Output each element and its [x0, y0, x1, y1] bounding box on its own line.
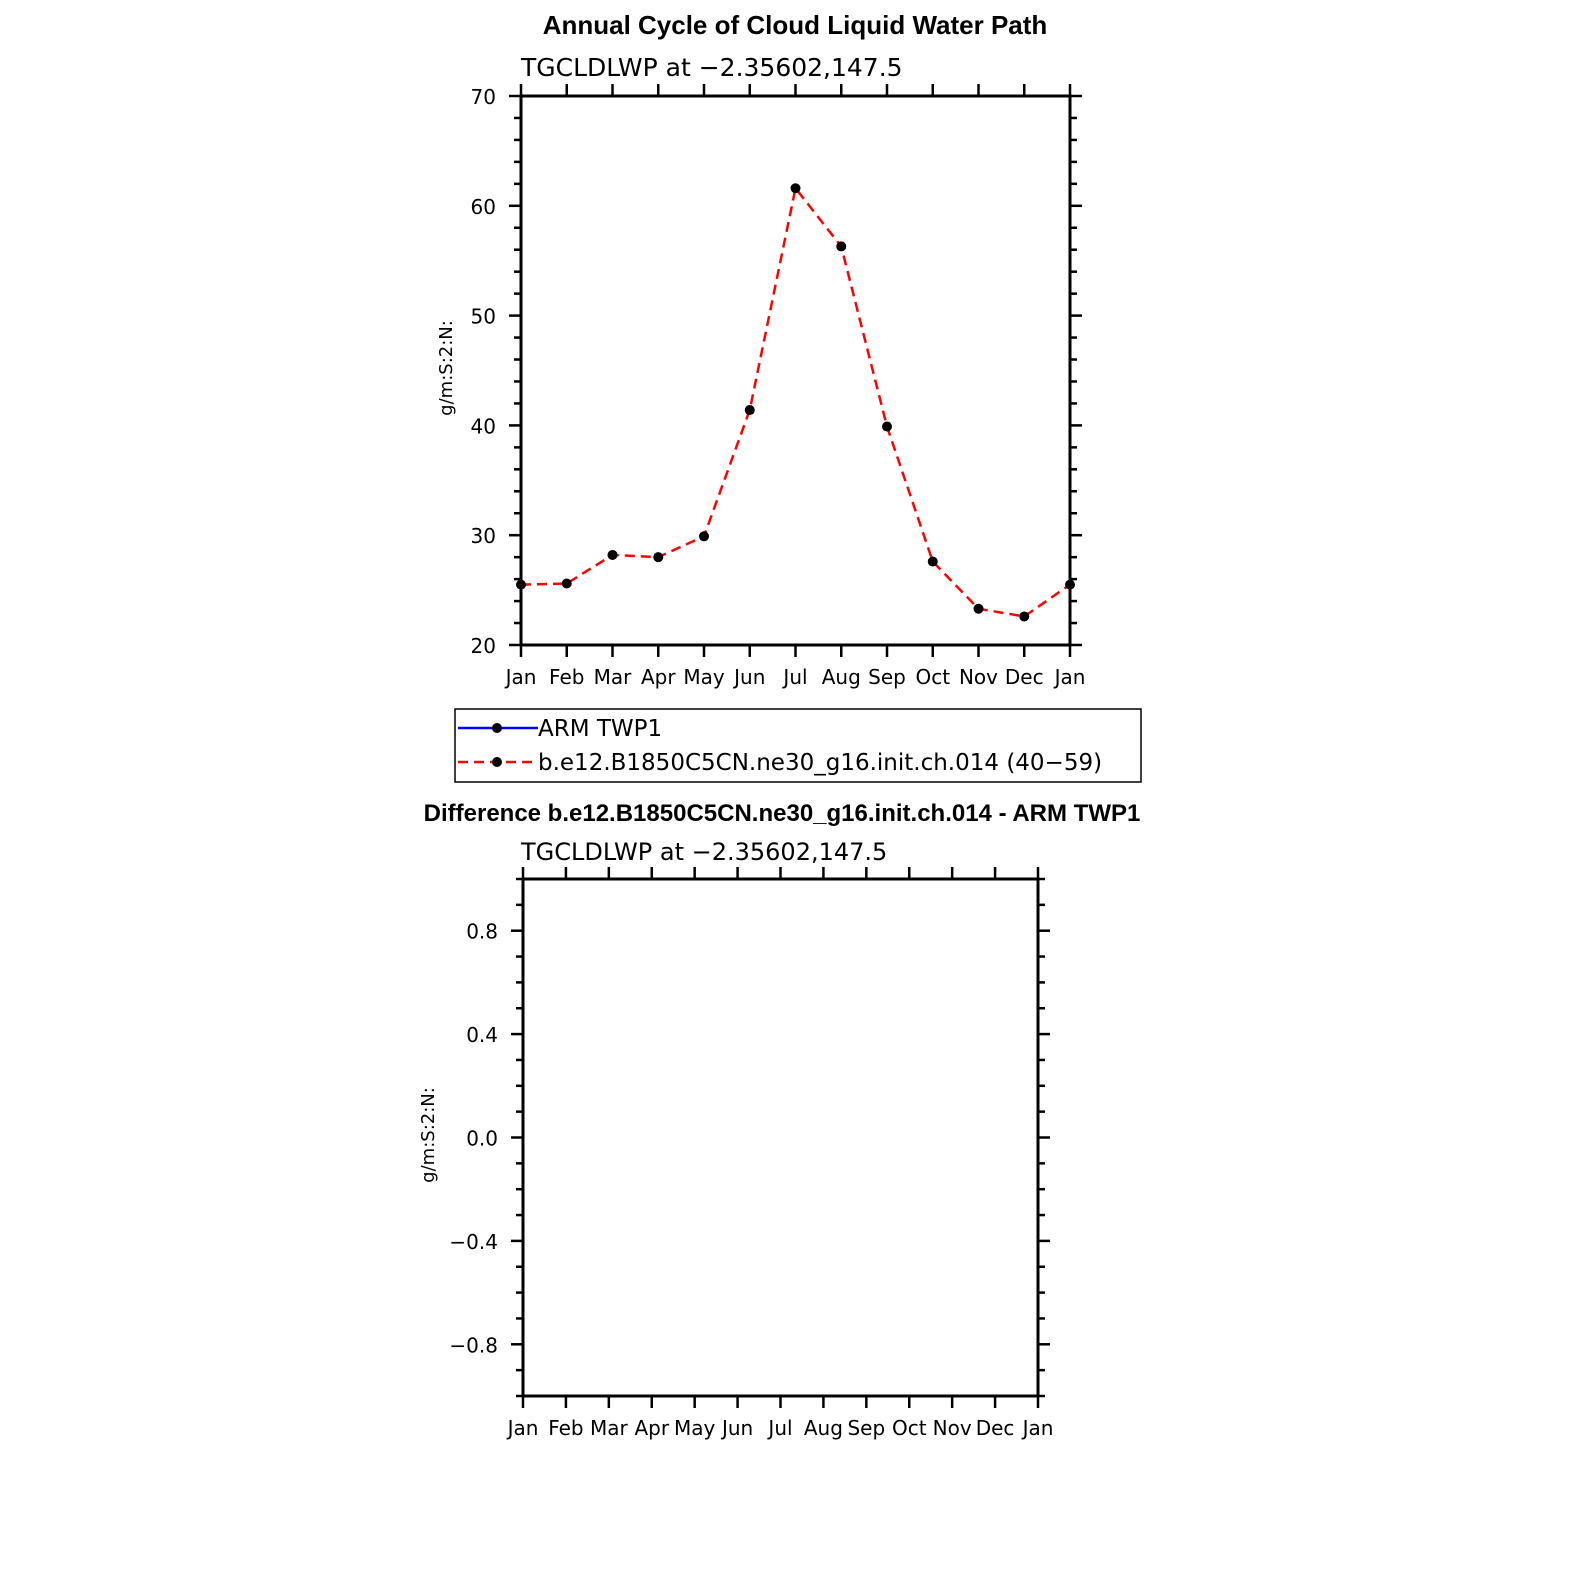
data-point	[653, 552, 663, 562]
panel1-y-tick-labels	[471, 85, 496, 658]
y-tick-label: −0.4	[449, 1229, 498, 1254]
data-point	[516, 580, 526, 590]
x-tick-label: Nov	[958, 665, 999, 689]
x-tick-label: Sep	[847, 1416, 886, 1440]
panel1-y-axis-label: g/m:S:2:N:	[436, 320, 457, 416]
legend	[455, 709, 1141, 782]
data-point	[562, 579, 572, 589]
x-tick-label: Jul	[783, 665, 808, 689]
y-tick-label: 70	[470, 85, 496, 109]
y-tick-label: 30	[470, 524, 496, 549]
legend-arm-marker	[492, 723, 502, 733]
legend-model-marker	[492, 757, 502, 767]
panel2-plot-frame	[523, 879, 1038, 1396]
x-tick-label: Jan	[507, 1416, 539, 1440]
x-tick-label: May	[673, 1416, 716, 1440]
x-tick-label: Dec	[975, 1416, 1015, 1440]
annual-cycle-panel	[436, 10, 1085, 689]
data-point	[974, 604, 984, 614]
x-tick-label: Aug	[803, 1416, 843, 1440]
x-tick-label: Aug	[821, 665, 861, 689]
x-tick-label: Nov	[932, 1416, 972, 1440]
x-tick-label: Apr	[634, 1416, 670, 1440]
x-tick-label: Jun	[721, 1416, 754, 1440]
data-point	[791, 183, 801, 193]
panel2-y-axis-label: g/m:S:2:N:	[418, 1087, 439, 1183]
panel1-ticks	[509, 84, 1082, 657]
x-tick-label: Dec	[1004, 665, 1044, 689]
x-tick-label: May	[683, 665, 725, 689]
x-tick-label: Oct	[915, 665, 951, 689]
panel1-series	[516, 183, 1075, 621]
panel1-title: Annual Cycle of Cloud Liquid Water Path	[542, 10, 1048, 40]
panel2-subtitle: TGCLDLWP at −2.35602,147.5	[521, 838, 888, 866]
data-point	[745, 405, 755, 415]
data-point	[882, 421, 892, 431]
y-tick-label: −0.8	[449, 1333, 498, 1358]
y-tick-label: 0.4	[466, 1023, 498, 1048]
data-point	[699, 531, 709, 541]
panel1-x-tick-labels	[504, 665, 1086, 689]
x-tick-label: Mar	[589, 1416, 628, 1440]
panel1-plot-frame	[521, 96, 1070, 645]
x-tick-label: Jan	[1022, 1416, 1054, 1440]
data-point	[928, 557, 938, 567]
panel2-x-tick-labels	[506, 1416, 1054, 1440]
legend-arm-label: ARM TWP1	[538, 716, 663, 742]
y-tick-label: 0.0	[466, 1126, 498, 1151]
x-tick-label: Mar	[593, 665, 632, 689]
x-tick-label: Jan	[505, 665, 537, 689]
panel2-title: Difference b.e12.B1850C5CN.ne30_g16.init.ch.014 - ARM TWP1	[423, 800, 1141, 827]
x-tick-label: Jan	[1054, 665, 1086, 689]
y-tick-label: 60	[470, 194, 496, 219]
y-tick-label: 0.8	[466, 919, 498, 944]
x-tick-label: Jul	[768, 1416, 793, 1440]
legend-model-label: b.e12.B1850C5CN.ne30_g16.init.ch.014 (40−59)	[538, 750, 1103, 776]
difference-panel	[418, 800, 1140, 1440]
y-tick-label: 50	[470, 304, 496, 329]
x-tick-label: Oct	[891, 1416, 927, 1440]
x-tick-label: Feb	[549, 665, 585, 689]
data-point	[836, 241, 846, 251]
panel2-ticks	[511, 867, 1050, 1408]
data-point	[1019, 611, 1029, 621]
series-line-1	[521, 188, 1070, 616]
x-tick-label: Apr	[640, 665, 676, 689]
x-tick-label: Feb	[548, 1416, 584, 1440]
panel1-subtitle: TGCLDLWP at −2.35602,147.5	[521, 53, 903, 82]
y-tick-label: 40	[470, 414, 496, 439]
panel2-y-tick-labels	[449, 920, 498, 1358]
data-point	[1065, 580, 1075, 590]
x-tick-label: Jun	[734, 665, 766, 689]
y-tick-label: 20	[470, 634, 496, 658]
x-tick-label: Sep	[868, 665, 906, 689]
data-point	[608, 550, 618, 560]
